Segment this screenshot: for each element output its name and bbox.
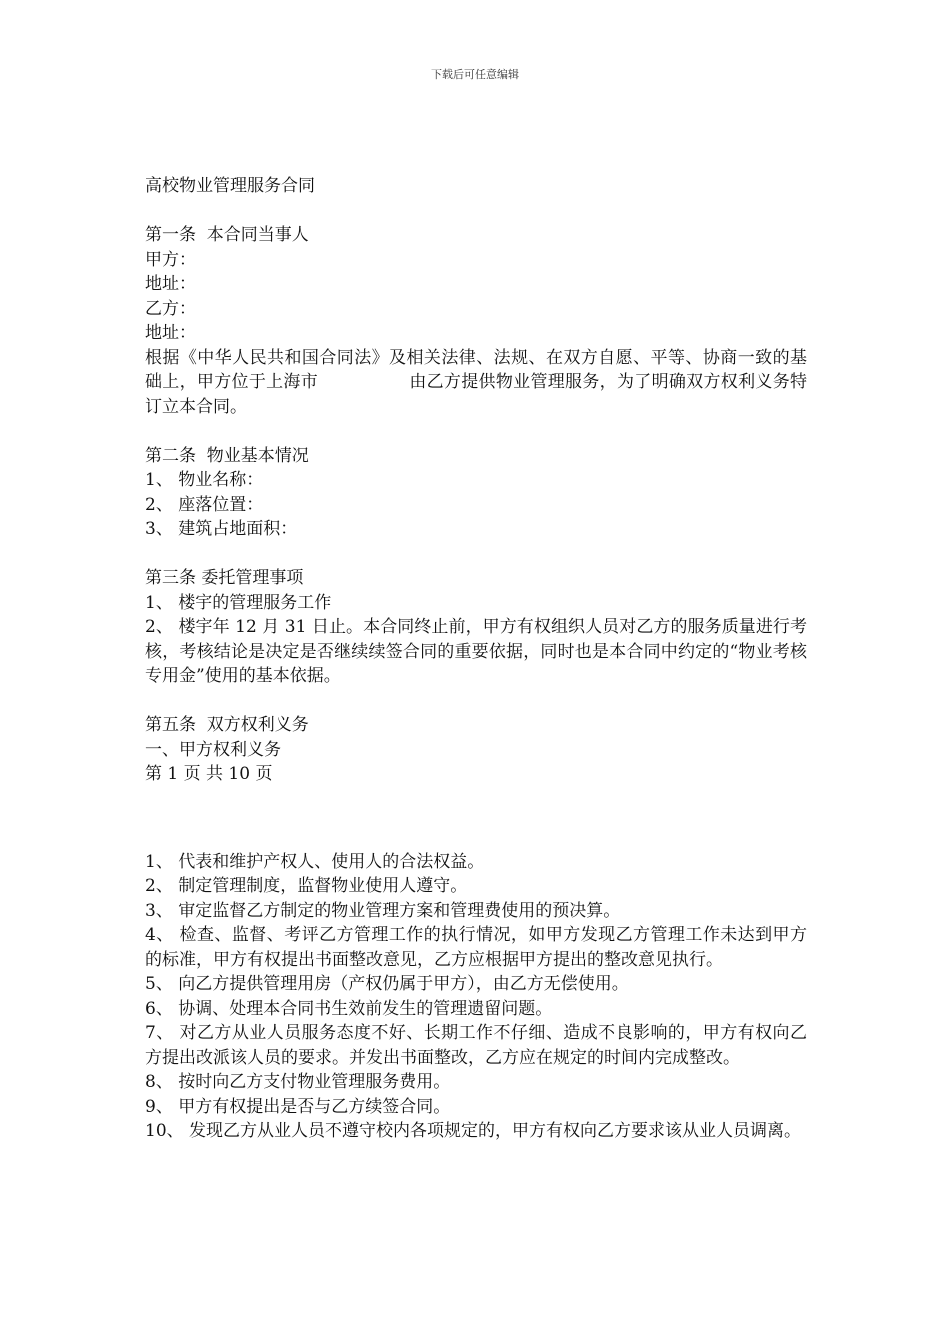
spacer (145, 689, 807, 714)
address-a-label: 地址： (145, 274, 196, 294)
article1-paragraph: 根据《中华人民共和国合同法》及相关法律、法规、在双方自愿、平等、协商一致的基础上，甲方位于上海市 由乙方提供物业管理服务，为了明确双方权利义务特订立本合同。 (145, 347, 807, 417)
duty-item: 10、 发现乙方从业人员不遵守校内各项规定的，甲方有权向乙方要求该从业人员调离。 (145, 1121, 802, 1141)
document-title: 高校物业管理服务合同 (145, 176, 315, 196)
spacer (145, 836, 807, 850)
spacer (145, 419, 807, 444)
duty-item: 3、 审定监督乙方制定的物业管理方案和管理费使用的预决算。 (145, 900, 621, 921)
duty-item: 5、 向乙方提供管理用房（产权仍属于甲方），由乙方无偿使用。 (145, 974, 629, 994)
duty-item: 2、 制定管理制度，监督物业使用人遵守。 (145, 876, 468, 896)
duty-item: 4、 检查、监督、考评乙方管理工作的执行情况，如甲方发现乙方管理工作未达到甲方的标准，甲方有权提出书面整改意见，乙方应根据甲方提出的整改意见执行。 (145, 925, 807, 970)
duty-item: 6、 协调、处理本合同书生效前发生的管理遗留问题。 (145, 998, 553, 1019)
header-note: 下载后可任意编辑 (431, 68, 519, 81)
duty-item: 1、 代表和维护产权人、使用人的合法权益。 (145, 851, 485, 872)
article2-item: 3、 建筑占地面积： (145, 519, 298, 539)
article5-heading: 第五条 双方权利义务 (145, 715, 309, 735)
duty-item: 8、 按时向乙方支付物业管理服务费用。 (145, 1072, 451, 1092)
article5-subheading: 一、甲方权利义务 (145, 739, 281, 760)
duty-item: 9、 甲方有权提出是否与乙方续签合同。 (145, 1096, 451, 1117)
address-b-label: 地址： (145, 323, 196, 343)
document-body (145, 174, 807, 1144)
article1-heading: 第一条 本合同当事人 (145, 225, 309, 245)
page-footer: 第 1 页 共 10 页 (145, 764, 273, 784)
article2-heading: 第二条 物业基本情况 (145, 445, 309, 466)
duty-item: 7、 对乙方从业人员服务态度不好、长期工作不仔细、造成不良影响的，甲方有权向乙方提出改派该人员的要求。并发出书面整改，乙方应在规定的时间内完成整改。 (145, 1023, 807, 1068)
party-b-label: 乙方： (145, 298, 196, 319)
spacer (145, 199, 807, 224)
page-break (145, 787, 807, 836)
article3-item: 2、 楼宇年 12 月 31 日止。本合同终止前，甲方有权组织人员对乙方的服务质量进行考核，考核结论是决定是否继续续签合同的重要依据，同时也是本合同中约定的“物业考核专用金”使用的基本依据。 (145, 617, 807, 686)
spacer (145, 542, 807, 567)
article3-item: 1、 楼宇的管理服务工作 (145, 592, 332, 613)
article3-heading: 第三条 委托管理事项 (145, 568, 304, 588)
party-a-label: 甲方： (145, 249, 196, 270)
article2-item: 1、 物业名称： (145, 470, 264, 490)
article2-item: 2、 座落位置： (145, 494, 264, 515)
